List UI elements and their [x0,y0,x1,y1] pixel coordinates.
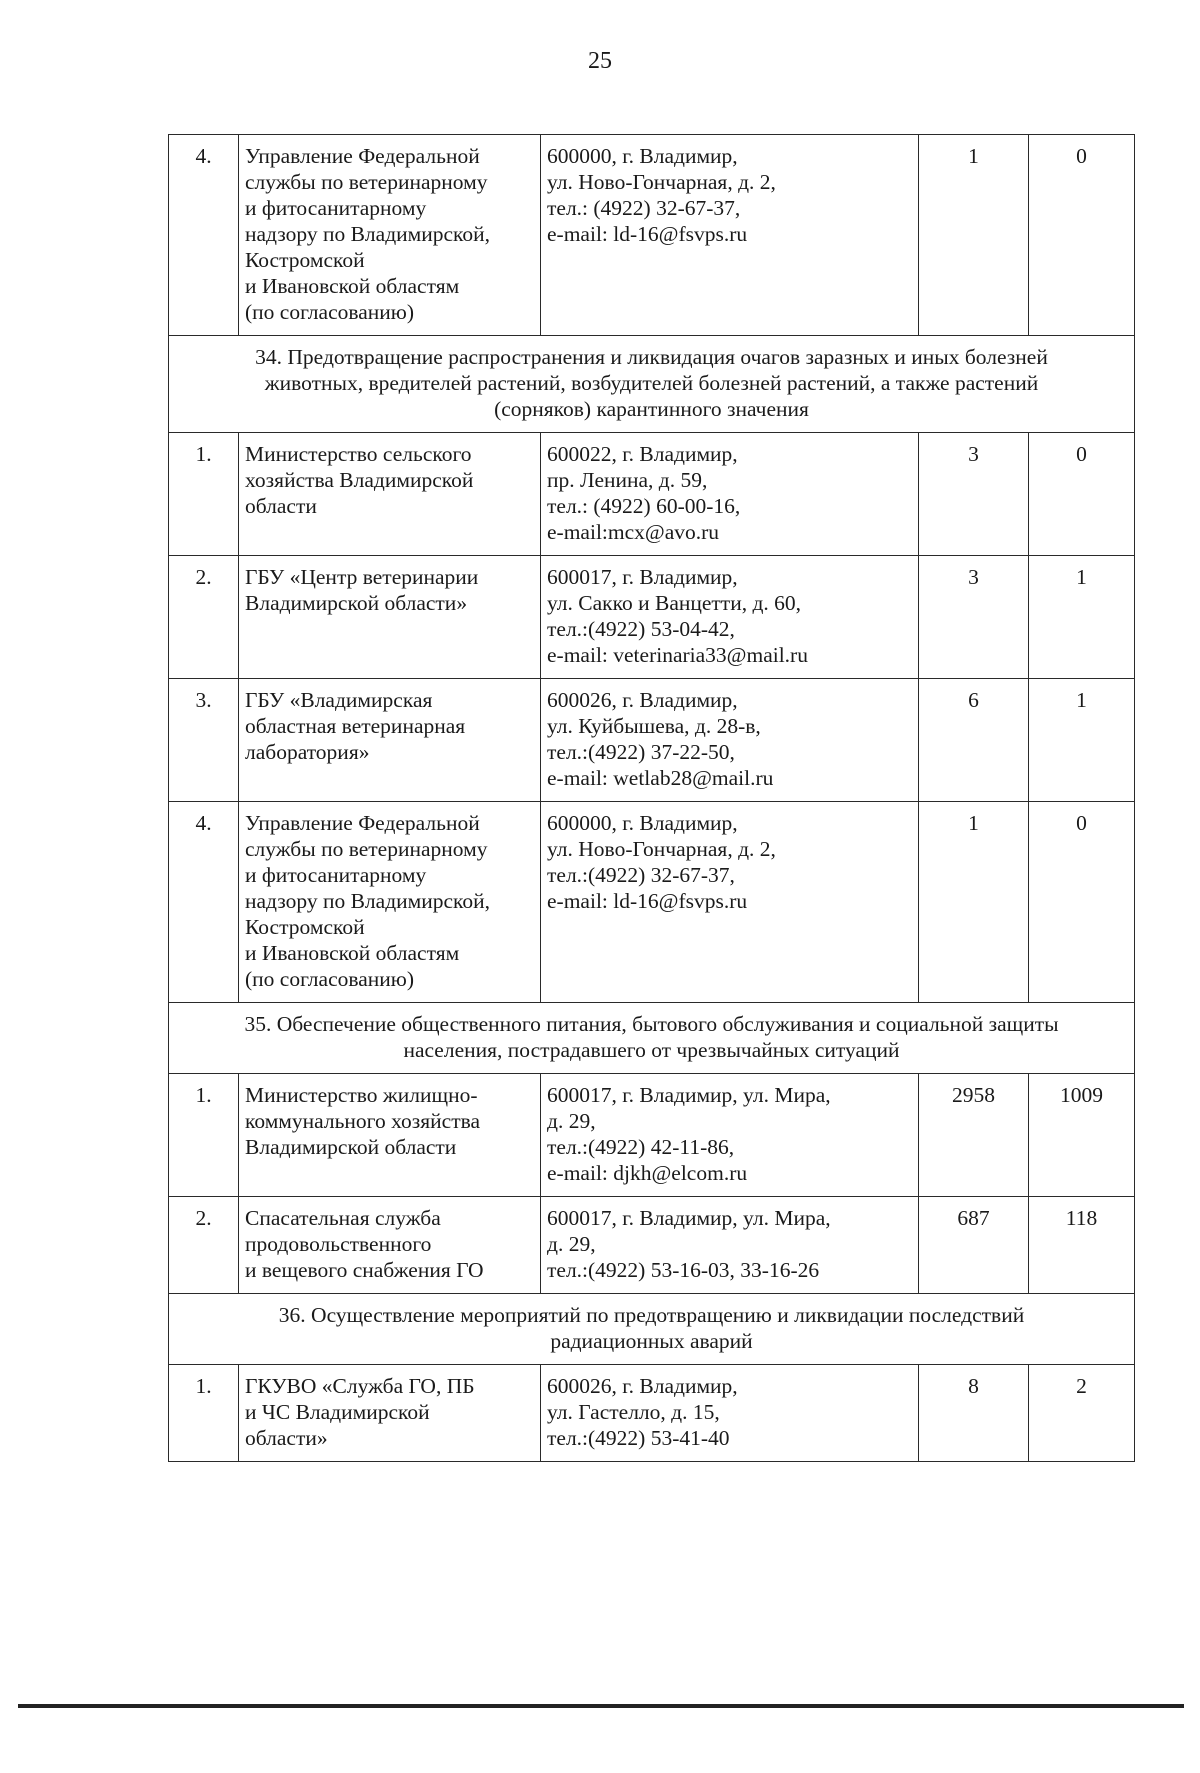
contact-address [541,433,919,556]
contact-address-line: e-mail: ld-16@fsvps.ru [547,889,748,913]
section-title-line: (сорняков) карантинного значения [494,397,809,421]
row-number: 4. [169,135,239,336]
contact-address-line: e-mail: ld-16@fsvps.ru [547,222,748,246]
table-row [169,1365,1135,1462]
organization-name-line: Костромской [245,248,365,272]
value-col-1: 2958 [919,1074,1029,1197]
row-number: 1. [169,1365,239,1462]
value-col-1: 6 [919,679,1029,802]
contact-address-line: ул. Гастелло, д. 15, [547,1400,720,1424]
value-col-2: 1009 [1029,1074,1135,1197]
contact-address-line: 600017, г. Владимир, ул. Мира, [547,1083,831,1107]
organization-name-line: Владимирской области [245,1135,457,1159]
section-title-line: 36. Осуществление мероприятий по предотвращению и ликвидации последствий [278,1303,1025,1327]
organization-name [239,1197,541,1294]
value-col-2: 2 [1029,1365,1135,1462]
table-row [169,433,1135,556]
contact-address-line: д. 29, [547,1109,596,1133]
organization-name-line: Владимирской области» [245,591,468,615]
row-number: 2. [169,556,239,679]
value-col-2: 1 [1029,679,1135,802]
value-col-2: 0 [1029,433,1135,556]
contact-address [541,1197,919,1294]
organization-name-line: Управление Федеральной [245,144,480,168]
organization-name-line: и Ивановской областям [245,941,460,965]
contact-address-line: 600026, г. Владимир, [547,688,738,712]
contact-address [541,1074,919,1197]
table-row [169,679,1135,802]
contact-address-line: 600017, г. Владимир, ул. Мира, [547,1206,831,1230]
organization-name-line: надзору по Владимирской, [245,222,491,246]
section-row [169,336,1135,433]
contact-address [541,1365,919,1462]
value-col-1: 8 [919,1365,1029,1462]
table-row [169,135,1135,336]
organization-name-line: и Ивановской областям [245,274,460,298]
contact-address-line: 600017, г. Владимир, [547,565,738,589]
value-col-2: 0 [1029,135,1135,336]
organizations-table [168,134,1135,1462]
organization-name [239,433,541,556]
contact-address-line: e-mail: wetlab28@mail.ru [547,766,774,790]
table-row [169,556,1135,679]
organization-name-line: лаборатория» [245,740,370,764]
organization-name-line: ГБУ «Центр ветеринарии [245,565,479,589]
row-number: 1. [169,433,239,556]
contact-address-line: тел.:(4922) 53-04-42, [547,617,735,641]
section-row [169,1294,1135,1365]
contact-address-line: тел.: (4922) 60-00-16, [547,494,741,518]
contact-address-line: 600022, г. Владимир, [547,442,738,466]
organization-name-line: Министерство жилищно- [245,1083,478,1107]
row-number: 4. [169,802,239,1003]
section-title [169,1003,1135,1074]
section-title-line: 34. Предотвращение распространения и ликвидация очагов заразных и иных болезней [255,345,1048,369]
organization-name [239,1074,541,1197]
contact-address-line: пр. Ленина, д. 59, [547,468,708,492]
section-title [169,1294,1135,1365]
value-col-1: 3 [919,556,1029,679]
organization-name-line: ГБУ «Владимирская [245,688,433,712]
contact-address-line: ул. Сакко и Ванцетти, д. 60, [547,591,802,615]
organization-name-line: продовольственного [245,1232,432,1256]
value-col-1: 1 [919,135,1029,336]
organization-name-line: Управление Федеральной [245,811,480,835]
table-row [169,1074,1135,1197]
bottom-rule [18,1704,1184,1708]
organization-name-line: области» [245,1426,328,1450]
row-number: 3. [169,679,239,802]
contact-address-line: 600000, г. Владимир, [547,144,738,168]
organization-name-line: области [245,494,317,518]
contact-address [541,679,919,802]
contact-address-line: тел.:(4922) 53-16-03, 33-16-26 [547,1258,820,1282]
organization-name-line: областная ветеринарная [245,714,466,738]
organization-name-line: Министерство сельского [245,442,472,466]
contact-address-line: 600000, г. Владимир, [547,811,738,835]
contact-address-line: 600026, г. Владимир, [547,1374,738,1398]
organization-name-line: (по согласованию) [245,967,415,991]
organization-name-line: надзору по Владимирской, [245,889,491,913]
organization-name-line: ГКУВО «Служба ГО, ПБ [245,1374,475,1398]
organization-name-line: Спасательная служба [245,1206,441,1230]
row-number: 1. [169,1074,239,1197]
value-col-1: 3 [919,433,1029,556]
section-title-line: населения, пострадавшего от чрезвычайных ситуаций [403,1038,900,1062]
organization-name-line: и вещевого снабжения ГО [245,1258,484,1282]
organization-name-line: хозяйства Владимирской [245,468,474,492]
contact-address-line: e-mail:mcx@avo.ru [547,520,720,544]
organization-name [239,135,541,336]
value-col-2: 0 [1029,802,1135,1003]
organization-name [239,556,541,679]
page-number: 25 [588,48,612,74]
contact-address [541,135,919,336]
organization-name-line: и ЧС Владимирской [245,1400,430,1424]
value-col-1: 1 [919,802,1029,1003]
contact-address-line: д. 29, [547,1232,596,1256]
contact-address-line: e-mail: djkh@elcom.ru [547,1161,748,1185]
section-title [169,336,1135,433]
table-row [169,802,1135,1003]
contact-address-line: тел.:(4922) 32-67-37, [547,863,735,887]
contact-address-line: e-mail: veterinaria33@mail.ru [547,643,808,667]
contact-address-line: ул. Куйбышева, д. 28-в, [547,714,761,738]
contact-address-line: тел.:(4922) 37-22-50, [547,740,735,764]
organization-name [239,802,541,1003]
table-body [169,135,1135,1462]
value-col-2: 118 [1029,1197,1135,1294]
contact-address-line: ул. Ново-Гончарная, д. 2, [547,170,776,194]
organization-name-line: Костромской [245,915,365,939]
contact-address [541,802,919,1003]
organization-name-line: коммунального хозяйства [245,1109,481,1133]
organization-name-line: и фитосанитарному [245,196,427,220]
organization-name [239,679,541,802]
value-col-2: 1 [1029,556,1135,679]
organization-name-line: и фитосанитарному [245,863,427,887]
value-col-1: 687 [919,1197,1029,1294]
row-number: 2. [169,1197,239,1294]
contact-address-line: тел.:(4922) 42-11-86, [547,1135,735,1159]
section-title-line: животных, вредителей растений, возбудителей болезней растений, а также растений [264,371,1039,395]
section-title-line: радиационных аварий [550,1329,753,1353]
table-row [169,1197,1135,1294]
contact-address-line: тел.: (4922) 32-67-37, [547,196,741,220]
organization-name-line: (по согласованию) [245,300,415,324]
organization-name-line: службы по ветеринарному [245,170,488,194]
section-row [169,1003,1135,1074]
contact-address [541,556,919,679]
section-title-line: 35. Обеспечение общественного питания, бытового обслуживания и социальной защиты [244,1012,1059,1036]
organization-name-line: службы по ветеринарному [245,837,488,861]
organization-name [239,1365,541,1462]
contact-address-line: тел.:(4922) 53-41-40 [547,1426,730,1450]
contact-address-line: ул. Ново-Гончарная, д. 2, [547,837,776,861]
